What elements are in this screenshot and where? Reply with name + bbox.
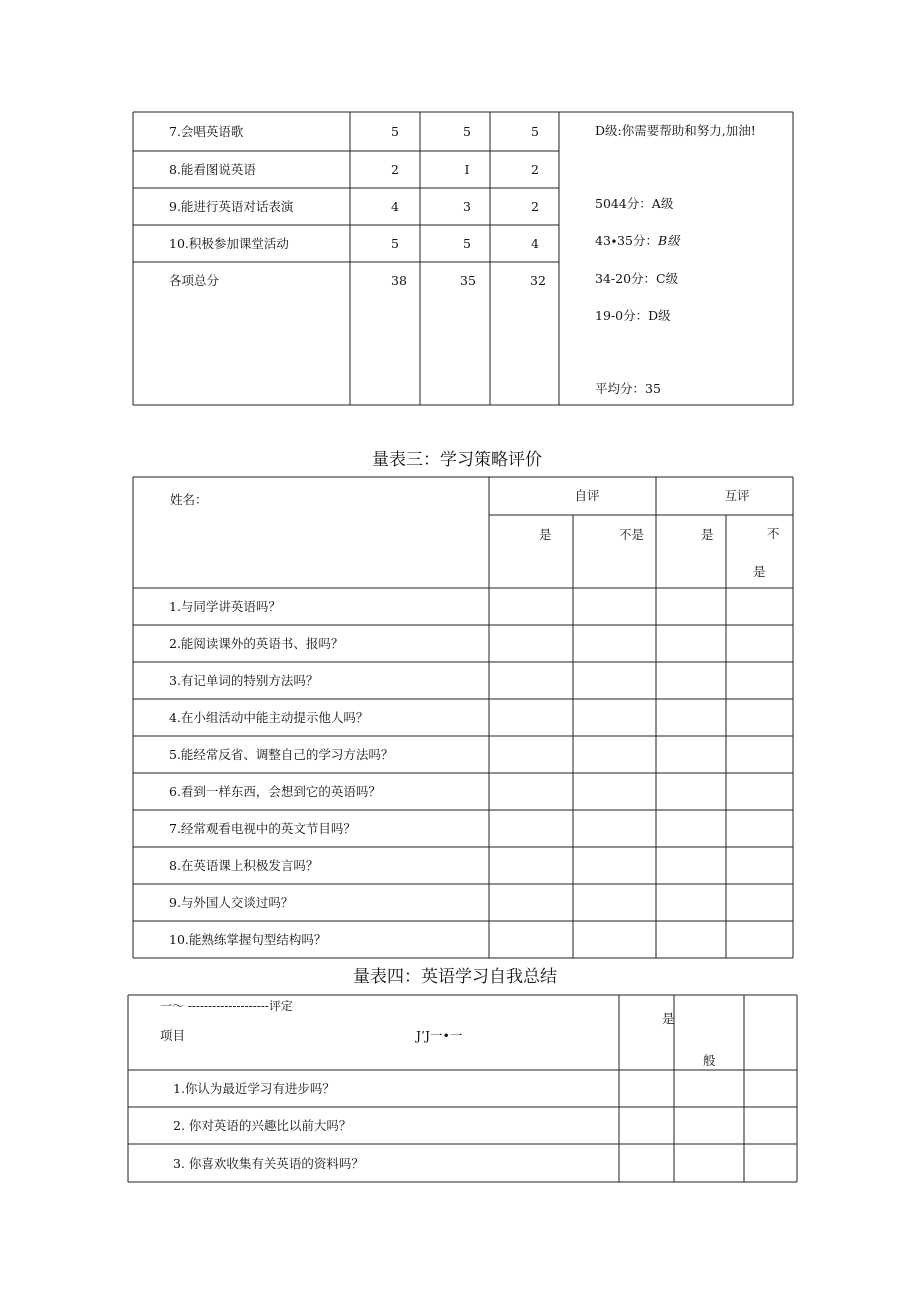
t2-item: 9.与外国人交谈过吗？ xyxy=(169,895,294,910)
t3-col-yes: 是 xyxy=(662,1011,675,1026)
t1-note-range-c: 34-20分：C级 xyxy=(595,271,679,286)
t1-cell: 3 xyxy=(463,199,471,214)
t1-note-range-d: 19-0分：D级 xyxy=(595,308,671,323)
t3-item: 1.你认为最近学习有进步吗？ xyxy=(173,1081,335,1096)
table2-title: 量表三：学习策略评价 xyxy=(372,450,542,470)
t2-item: 3.有记单词的特别方法吗？ xyxy=(169,673,319,688)
t1-total-cell: 38 xyxy=(391,273,407,288)
t1-note-average: 平均分：35 xyxy=(595,381,661,396)
t2-item: 6.看到一样东西，会想到它的英语吗？ xyxy=(169,784,381,799)
t2-item: 4.在小组活动中能主动提示他人吗？ xyxy=(169,710,369,725)
t1-cell: 5 xyxy=(391,124,399,139)
t2-peer-yes: 是 xyxy=(701,527,714,542)
t1-cell: 4 xyxy=(531,236,539,251)
t1-cell: 5 xyxy=(391,236,399,251)
t2-peer-no-2: 是 xyxy=(753,564,766,579)
t1-note-range-b-prefix: 43∙35分： xyxy=(595,233,658,248)
t1-cell: 2 xyxy=(531,199,539,214)
t3-header-dash: 一～ --------------------评定 xyxy=(160,999,293,1013)
t1-cell: 5 xyxy=(531,124,539,139)
t2-item: 7.经常观看电视中的英文节目吗？ xyxy=(169,821,356,836)
t1-total-cell: 32 xyxy=(530,273,546,288)
t1-note-range-b-grade: B级 xyxy=(657,233,680,248)
t1-total-label: 各项总分 xyxy=(169,273,220,288)
t1-cell: I xyxy=(464,162,470,177)
t1-row-label: 10.积极参加课堂活动 xyxy=(169,236,289,251)
t1-total-cell: 35 xyxy=(460,273,476,288)
t2-item: 8.在英语课上积极发言吗？ xyxy=(169,858,319,873)
t1-note-range-a: 5044分：A级 xyxy=(595,196,674,211)
t2-item: 2.能阅读课外的英语书、报吗？ xyxy=(169,636,344,651)
t3-col-general: 般 xyxy=(703,1053,716,1068)
t1-cell: 5 xyxy=(463,236,471,251)
t3-item: 3. 你喜欢收集有关英语的资料吗？ xyxy=(173,1156,364,1171)
t3-item: 2. 你对英语的兴趣比以前大吗？ xyxy=(173,1118,352,1133)
t1-cell: 5 xyxy=(463,124,471,139)
t2-item: 1.与同学讲英语吗？ xyxy=(169,599,281,614)
t2-self-yes: 是 xyxy=(539,527,552,542)
t1-note-d-grade: D级:你需要帮助和努力,加油! xyxy=(595,123,756,138)
t2-peer-no-1: 不 xyxy=(767,526,780,541)
t1-cell: 4 xyxy=(391,199,399,214)
t1-row-label: 7.会唱英语歌 xyxy=(169,124,244,139)
t3-header-mid: J’J一•一 xyxy=(416,1028,463,1043)
t2-item: 10.能熟练掌握句型结构吗？ xyxy=(169,932,327,947)
t1-row-label: 8.能看图说英语 xyxy=(169,162,256,177)
t2-self-no: 不是 xyxy=(619,527,645,542)
t1-cell: 2 xyxy=(531,162,539,177)
t2-name-label: 姓名： xyxy=(170,492,208,507)
table3-title: 量表四：英语学习自我总结 xyxy=(353,967,557,987)
t3-header-item: 项目 xyxy=(160,1028,186,1043)
t2-self-eval: 自评 xyxy=(574,488,600,503)
t1-cell: 2 xyxy=(391,162,399,177)
t1-row-label: 9.能进行英语对话表演 xyxy=(169,199,294,214)
t2-item: 5.能经常反省、调整自己的学习方法吗？ xyxy=(169,747,394,762)
t2-peer-eval: 互评 xyxy=(724,488,750,503)
